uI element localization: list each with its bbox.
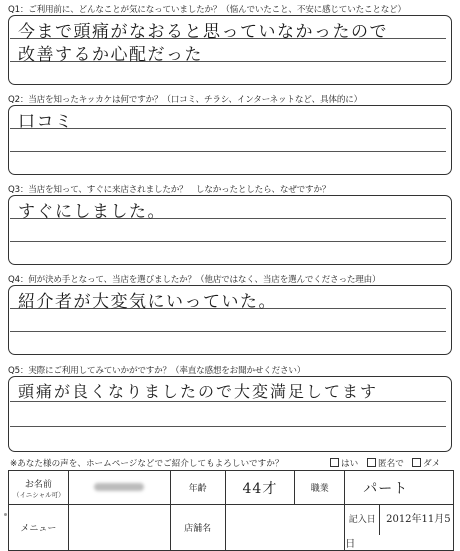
q2-answer-box[interactable] bbox=[8, 105, 452, 175]
job-label: 職業 bbox=[295, 471, 345, 505]
age-label: 年齢 bbox=[170, 471, 225, 505]
customer-info-table bbox=[8, 470, 454, 551]
redacted-name bbox=[94, 483, 144, 491]
q2-label: Q2：当店を知ったキッカケは何ですか？（口コミ、チラシ、インターネットなど、具体的に） bbox=[8, 95, 362, 105]
job-value[interactable]: パート bbox=[345, 471, 454, 505]
scan-speck bbox=[4, 513, 7, 516]
q3-answer-line-1: すぐにしました。 bbox=[18, 202, 166, 222]
name-value-cell[interactable] bbox=[68, 471, 170, 505]
q5-answer-line-1: 頭痛が良くなりましたので大変満足してます bbox=[18, 382, 379, 401]
menu-label: メニュー bbox=[9, 505, 69, 551]
name-label-cell bbox=[9, 471, 69, 505]
option-no-label: ダメ bbox=[423, 459, 441, 469]
date-cell[interactable] bbox=[345, 505, 454, 551]
q2-rule bbox=[10, 128, 446, 129]
checkbox-icon bbox=[412, 458, 421, 467]
q5-rule bbox=[10, 426, 446, 427]
name-label: お名前 bbox=[24, 479, 52, 490]
q5-label: Q5：実際にご利用してみていかがですか？（率直な感想をお聞かせください） bbox=[8, 366, 306, 376]
q4-label: Q4：何が決め手となって、当店を選びましたか？（他店ではなく、当店を選んでくださった理由） bbox=[8, 275, 381, 285]
option-anonymous-label: 匿名で bbox=[378, 459, 404, 469]
option-yes-label: はい bbox=[341, 459, 359, 469]
q4-rule bbox=[10, 331, 446, 332]
option-anonymous[interactable] bbox=[367, 457, 404, 469]
q2-rule bbox=[10, 151, 446, 152]
q2-answer-line-1: 口コミ bbox=[18, 112, 74, 132]
checkbox-icon bbox=[367, 458, 376, 467]
q1-answer-line-2: 改善するか心配だった bbox=[18, 45, 203, 65]
menu-value[interactable] bbox=[68, 505, 170, 551]
option-no[interactable] bbox=[412, 457, 440, 469]
age-value[interactable]: 44才 bbox=[225, 471, 295, 505]
q1-label: Q1：ご利用前に、どんなことが気になっていましたか？（悩んでいたこと、不安に感じていたことなど） bbox=[8, 5, 406, 15]
store-value[interactable] bbox=[225, 505, 345, 551]
q3-label: Q3：当店を知って、すぐに来店されましたか？ しなかったとしたら、なぜですか？ bbox=[8, 185, 331, 195]
date-value: 2012年11月5日 bbox=[345, 514, 451, 550]
name-sublabel: （イニシャル可） bbox=[13, 490, 65, 499]
checkbox-icon bbox=[330, 458, 339, 467]
q1-answer-line-1: 今まで頭痛がなおると思っていなかったので bbox=[18, 22, 388, 42]
store-label: 店舗名 bbox=[170, 505, 225, 551]
permission-question: ※あなた様の声を、ホームページなどでご紹介してもよろしいですか？ bbox=[10, 459, 284, 469]
option-yes[interactable] bbox=[330, 457, 358, 469]
date-label: 記入日 bbox=[345, 505, 380, 535]
q3-rule bbox=[10, 241, 446, 242]
q4-answer-line-1: 紹介者が大変気にいっていた。 bbox=[18, 292, 277, 312]
